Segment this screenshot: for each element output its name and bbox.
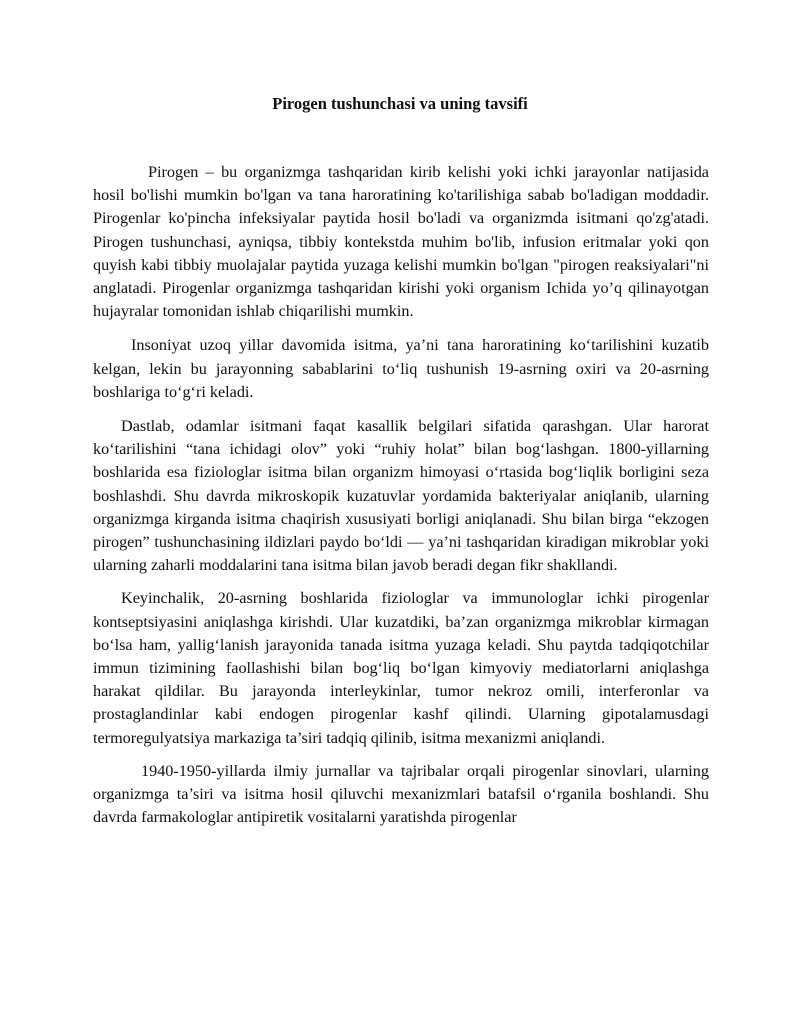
paragraph-endogenous-pyrogens: Keyinchalik, 20-asrning boshlarida fiziologlar va immunologlar ichki pirogenlar kontseptsiyasini aniqlashga kirishdi. Ular kuzatdiki, ba’zan organizmga mikroblar kirmagan bo‘lsa ham, yallig‘lanish jarayonida tanada isitma yuzaga keladi. Shu paytda tadqiqotchilar immun tizimining faollashishi bilan bog‘liq bo‘lgan kimyoviy mediatorlarni aniqlashga harakat qildilar. Bu jarayonda interleykinlar, tumor nekroz omili, interferonlar va prostaglandinlar kabi endogen pirogenlar kashf qilindi. Ularning gipotalamusdagi termoregulyatsiya markaziga ta’siri tadqiq qilinib, isitma mexanizmi aniqlandi. xyxy=(93,589,709,747)
document-body xyxy=(93,161,709,838)
paragraph-history-intro: Insoniyat uzoq yillar davomida isitma, ya’ni tana haroratining ko‘tarilishini kuzatib kelgan, lekin bu jarayonning sabablarini to‘liq tushunish 19-asrning oxiri va 20-asrning boshlariga to‘g‘ri keladi. xyxy=(93,336,709,401)
paragraph-1940-1950: 1940-1950-yillarda ilmiy jurnallar va tajribalar orqali pirogenlar sinovlari, ularning organizmga ta’siri va isitma hosil qiluvchi mexanizmlari batafsil o‘rganila boshlandi. Shu davrda farmakologlar antipiretik vositalarni yaratishda pirogenlar xyxy=(93,761,709,827)
paragraph-pirogen-definition: Pirogen – bu organizmga tashqaridan kirib kelishi yoki ichki jarayonlar natijasida hosil bo'lishi mumkin bo'lgan va tana haroratining ko'tarilishiga sabab bo'ladigan moddadir. Pirogenlar ko'pincha infeksiyalar paytida hosil bo'ladi va organizmda isitmani qo'zg'atadi. Pirogen tushunchasi, ayniqsa, tibbiy kontekstda muhim bo'lib, infusion eritmalar yoki qon quyish kabi tibbiy muolajalar paytida yuzaga kelishi mumkin bo'lgan "pirogen reaksiyalari"ni anglatadi. Pirogenlar organizmga tashqaridan kirishi yoki organism Ichida yo’q qilinayotgan hujayralar tomonidan ishlab chiqarilishi mumkin. xyxy=(93,163,709,321)
document-title: Pirogen tushunchasi va uning tavsifi xyxy=(272,94,528,113)
paragraph-early-views: Dastlab, odamlar isitmani faqat kasallik belgilari sifatida qarashgan. Ular harorat ko‘tarilishini “tana ichidagi olov” yoki “ruhiy holat” bilan bog‘lashgan. 1800-yillarning boshlarida esa fiziologlar isitma bilan organizm himoyasi o‘rtasida bog‘liqlik borligini seza boshlashdi. Shu davrda mikroskopik kuzatuvlar yordamida bakteriyalar aniqlanib, ularning organizmga kirganda isitma chaqirish xususiyati borligi aniqlanadi. Shu bilan birga “ekzogen pirogen” tushunchasining ildizlari paydo bo‘ldi — ya’ni tashqaridan kiradigan mikroblar yoki ularning zaharli moddalarini tana isitma bilan javob beradi degan fikr shakllandi. xyxy=(93,417,709,575)
